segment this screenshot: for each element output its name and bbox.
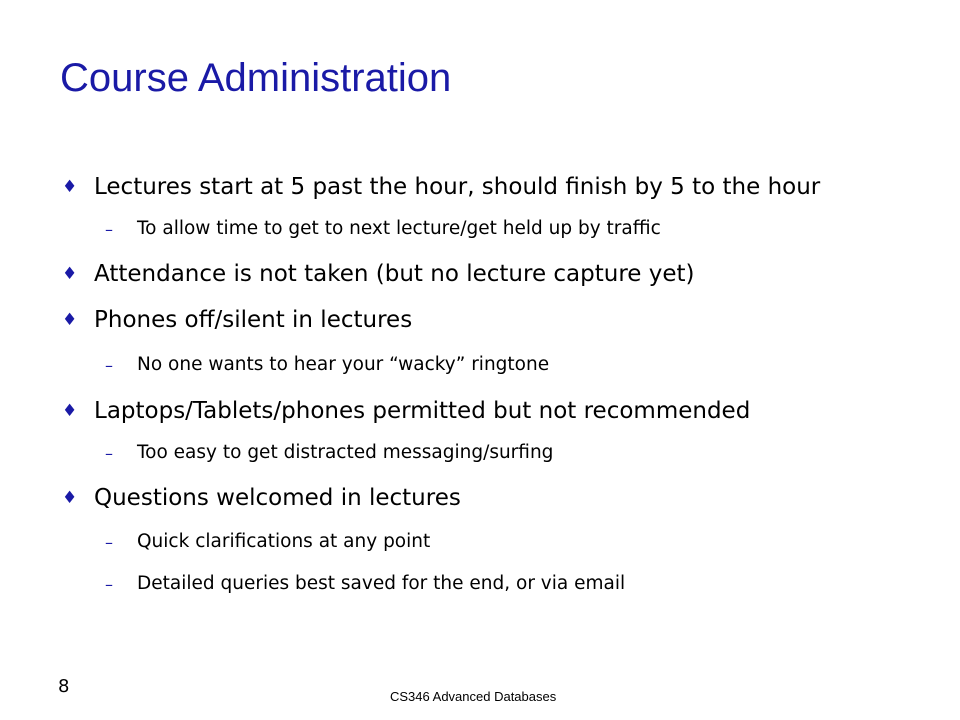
slide-title: Course Administration — [60, 56, 452, 100]
diamond-bullet-icon: ♦ — [62, 401, 78, 421]
sub-bullet-text: No one wants to hear your “wacky” ringtone — [137, 354, 550, 375]
page-number: 8 — [58, 676, 70, 697]
diamond-bullet-icon: ♦ — [62, 177, 78, 197]
dash-bullet-icon: – — [105, 220, 113, 239]
sub-bullet-text: Too easy to get distracted messaging/surfing — [137, 442, 554, 463]
bullet-text: Attendance is not taken (but no lecture capture yet) — [94, 261, 695, 287]
dash-bullet-icon: – — [105, 533, 113, 552]
sub-bullet-text: Quick clarifications at any point — [137, 531, 431, 552]
diamond-bullet-icon: ♦ — [62, 264, 78, 284]
sub-bullet-text: Detailed queries best saved for the end, or via email — [137, 573, 626, 594]
dash-bullet-icon: – — [105, 575, 113, 594]
bullet-text: Questions welcomed in lectures — [94, 485, 461, 511]
sub-bullet-text: To allow time to get to next lecture/get held up by traffic — [137, 218, 661, 239]
dash-bullet-icon: – — [105, 356, 113, 375]
diamond-bullet-icon: ♦ — [62, 310, 78, 330]
bullet-text: Lectures start at 5 past the hour, should finish by 5 to the hour — [94, 174, 821, 200]
footer-course-name: CS346 Advanced Databases — [390, 689, 557, 704]
bullet-text: Laptops/Tablets/phones permitted but not recommended — [94, 398, 751, 424]
diamond-bullet-icon: ♦ — [62, 488, 78, 508]
dash-bullet-icon: – — [105, 444, 113, 463]
bullet-text: Phones off/silent in lectures — [94, 307, 413, 333]
